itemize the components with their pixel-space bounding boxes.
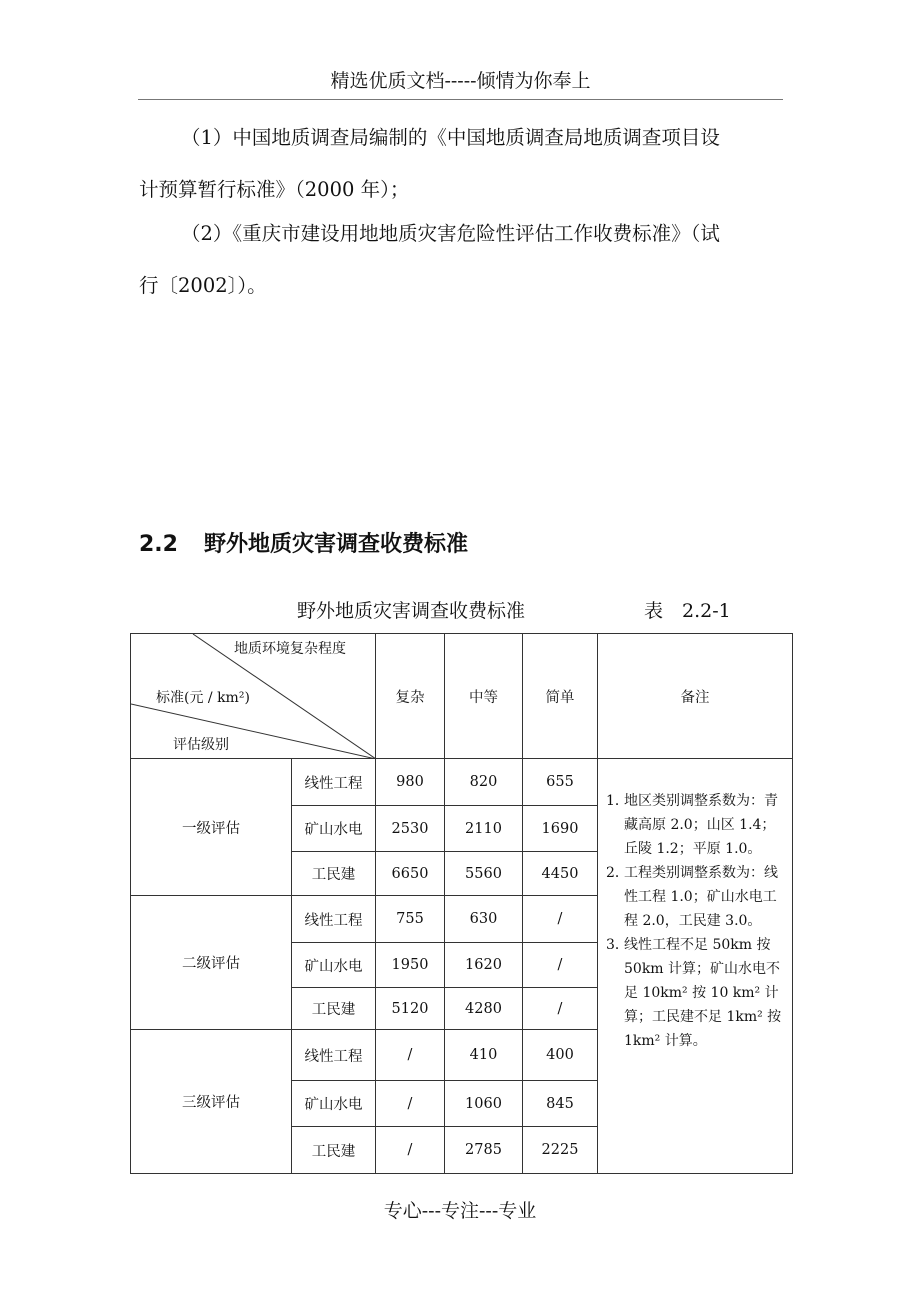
value-cell: / bbox=[376, 1127, 445, 1174]
col-header-remarks: 备注 bbox=[598, 634, 793, 759]
fee-standard-table bbox=[130, 633, 793, 1174]
value-cell: 1950 bbox=[376, 943, 445, 988]
value-cell: 5560 bbox=[445, 852, 523, 896]
value-cell: 1060 bbox=[445, 1081, 523, 1127]
value-cell: 820 bbox=[445, 759, 523, 806]
section-title: 野外地质灾害调查收费标准 bbox=[203, 532, 468, 557]
reference-1-line2: 计预算暂行标准》（2000 年）； bbox=[139, 178, 410, 201]
row-type: 矿山水电 bbox=[292, 806, 376, 852]
col-header-simple: 简单 bbox=[523, 634, 598, 759]
col-header-medium: 中等 bbox=[445, 634, 523, 759]
table-header-row bbox=[131, 634, 793, 759]
page-footer: 专心---专注---专业 bbox=[383, 1200, 537, 1222]
row-type: 工民建 bbox=[292, 852, 376, 896]
value-cell: 2225 bbox=[523, 1127, 598, 1174]
remarks-cell bbox=[598, 759, 793, 1174]
remark-item-2 bbox=[606, 861, 788, 933]
value-cell: / bbox=[523, 943, 598, 988]
value-cell: 845 bbox=[523, 1081, 598, 1127]
group-label-grade-3: 三级评估 bbox=[131, 1030, 292, 1174]
row-type: 矿山水电 bbox=[292, 943, 376, 988]
remark-index: 2． bbox=[606, 865, 629, 881]
group-label-grade-2: 二级评估 bbox=[131, 896, 292, 1030]
reference-2-line2: 行〔2002〕）。 bbox=[139, 274, 267, 297]
value-cell: 655 bbox=[523, 759, 598, 806]
table-caption-label: 表 2.2-1 bbox=[644, 600, 731, 622]
row-type: 工民建 bbox=[292, 1127, 376, 1174]
reference-2-line1: （2）《重庆市建设用地地质灾害危险性评估工作收费标准》（试 bbox=[181, 222, 720, 245]
value-cell: 410 bbox=[445, 1030, 523, 1081]
row-type: 线性工程 bbox=[292, 759, 376, 806]
value-cell: 755 bbox=[376, 896, 445, 943]
corner-label-complexity: 地质环境复杂程度 bbox=[234, 641, 346, 657]
value-cell: 5120 bbox=[376, 988, 445, 1030]
value-cell: 2110 bbox=[445, 806, 523, 852]
group-label-grade-1: 一级评估 bbox=[131, 759, 292, 896]
value-cell: / bbox=[376, 1081, 445, 1127]
value-cell: 4450 bbox=[523, 852, 598, 896]
corner-label-standard: 标准(元 / km²) bbox=[156, 690, 250, 706]
corner-label-grade: 评估级别 bbox=[173, 737, 229, 753]
row-type: 线性工程 bbox=[292, 1030, 376, 1081]
value-cell: 630 bbox=[445, 896, 523, 943]
page-header: 精选优质文档-----倾情为你奉上 bbox=[138, 66, 783, 100]
value-cell: / bbox=[376, 1030, 445, 1081]
remark-text: 地区类别调整系数为：青藏高原 2.0；山区 1.4；丘陵 1.2；平原 1.0。 bbox=[624, 793, 778, 857]
row-type: 工民建 bbox=[292, 988, 376, 1030]
diagonal-header-cell bbox=[131, 634, 376, 759]
table-caption-title: 野外地质灾害调查收费标准 bbox=[297, 600, 526, 622]
section-heading bbox=[139, 527, 468, 558]
remark-text: 线性工程不足 50km 按 50km 计算；矿山水电不足 10km² 按 10 km² 计算；工民建不足 1km² 按 1km² 计算。 bbox=[624, 937, 782, 1049]
col-header-complex: 复杂 bbox=[376, 634, 445, 759]
row-type: 线性工程 bbox=[292, 896, 376, 943]
remark-text: 工程类别调整系数为：线性工程 1.0；矿山水电工程 2.0，工民建 3.0。 bbox=[624, 865, 778, 929]
remark-index: 1． bbox=[606, 793, 629, 809]
table-row bbox=[131, 759, 793, 806]
reference-paragraph-1 bbox=[139, 112, 782, 216]
value-cell: 4280 bbox=[445, 988, 523, 1030]
diagonal-line-lower bbox=[131, 704, 376, 759]
reference-paragraph-2 bbox=[139, 208, 782, 312]
row-type: 矿山水电 bbox=[292, 1081, 376, 1127]
remark-item-1 bbox=[606, 789, 788, 861]
value-cell: 1620 bbox=[445, 943, 523, 988]
value-cell: 2785 bbox=[445, 1127, 523, 1174]
section-number: 2.2 bbox=[139, 532, 178, 557]
value-cell: 980 bbox=[376, 759, 445, 806]
value-cell: / bbox=[523, 988, 598, 1030]
value-cell: / bbox=[523, 896, 598, 943]
value-cell: 6650 bbox=[376, 852, 445, 896]
remark-item-3 bbox=[606, 933, 788, 1053]
value-cell: 1690 bbox=[523, 806, 598, 852]
remark-index: 3． bbox=[606, 937, 629, 953]
reference-1-line1: （1）中国地质调查局编制的《中国地质调查局地质调查项目设 bbox=[181, 126, 720, 149]
value-cell: 2530 bbox=[376, 806, 445, 852]
value-cell: 400 bbox=[523, 1030, 598, 1081]
